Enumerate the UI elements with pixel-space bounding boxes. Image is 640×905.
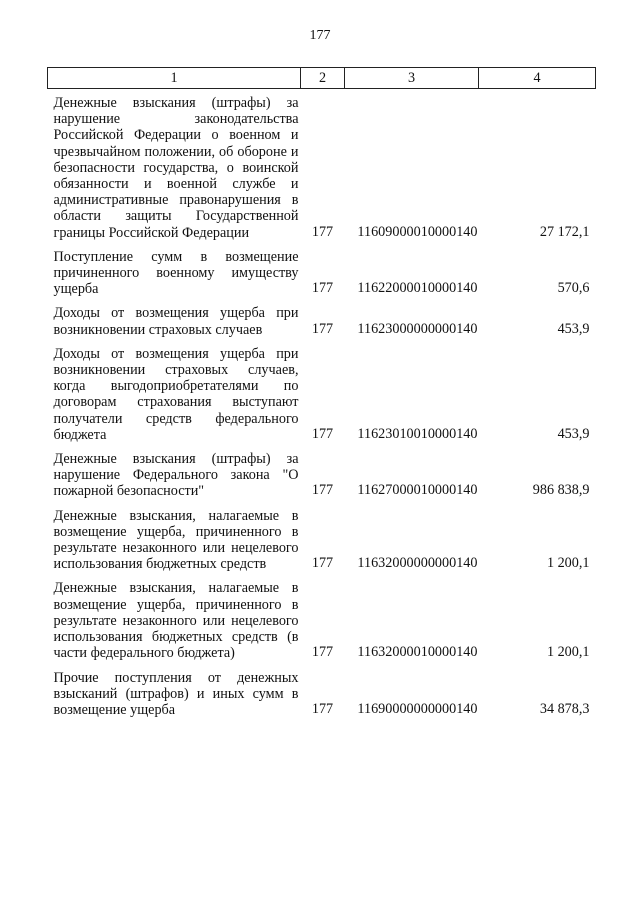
row-revenue-code: 11622000010000140 (357, 280, 478, 297)
row-admin-code: 177 (311, 644, 334, 661)
row-admin-code: 177 (311, 223, 334, 240)
row-revenue-code: 11623000000000140 (357, 320, 478, 337)
column-header-3: 3 (345, 68, 479, 89)
row-admin-code: 177 (311, 482, 334, 499)
table-row (48, 299, 596, 339)
table-row (48, 445, 596, 502)
row-revenue-code: 11632000010000140 (357, 644, 478, 661)
row-description: Доходы от возмещения ущерба при возникновении страховых случаев (53, 305, 299, 338)
table-row (48, 89, 596, 243)
revenue-table (47, 67, 596, 720)
row-amount: 986 838,9 (532, 482, 590, 499)
table-header (48, 68, 596, 89)
row-description: Денежные взыскания (штрафы) за нарушение Федерального закона "О пожарной безопасности" (53, 451, 299, 500)
row-description: Денежные взыскания (штрафы) за нарушение законодательства Российской Федерации о военном и чрезвычайном положении, об обороне и безопасности государства, о воинской обязанности и военной службе и административные правонарушения в области защиты Государственной границы Российской Федерации (53, 95, 299, 241)
row-amount: 453,9 (557, 320, 590, 337)
row-admin-code: 177 (311, 555, 334, 572)
row-amount: 570,6 (557, 280, 590, 297)
table-row (48, 502, 596, 575)
row-revenue-code: 11632000000000140 (357, 555, 478, 572)
row-description: Денежные взыскания, налагаемые в возмещение ущерба, причиненного в результате незаконного или нецелевого использования бюджетных средств (в части федерального бюджета) (53, 580, 299, 662)
row-amount: 1 200,1 (546, 644, 590, 661)
header-row (48, 68, 596, 89)
column-header-1: 1 (48, 68, 301, 89)
column-header-2: 2 (301, 68, 345, 89)
table-row (48, 574, 596, 663)
table-row (48, 340, 596, 445)
row-description: Поступление сумм в возмещение причиненного военному имуществу ущерба (53, 248, 299, 298)
row-admin-code: 177 (311, 280, 334, 297)
row-amount: 27 172,1 (539, 223, 590, 240)
row-admin-code: 177 (311, 700, 334, 717)
row-revenue-code: 11623010010000140 (357, 425, 478, 442)
column-header-4: 4 (479, 68, 596, 89)
row-description: Прочие поступления от денежных взысканий (штрафов) и иных сумм в возмещение ущерба (53, 669, 299, 718)
row-description: Денежные взыскания, налагаемые в возмещение ущерба, причиненного в результате незаконного или нецелевого использования бюджетных средств (53, 507, 299, 573)
row-amount: 1 200,1 (546, 555, 590, 572)
row-amount: 34 878,3 (539, 700, 590, 717)
row-admin-code: 177 (311, 425, 334, 442)
page-number: 177 (309, 28, 331, 43)
row-revenue-code: 11690000000000140 (357, 700, 478, 717)
row-admin-code: 177 (311, 320, 334, 337)
row-revenue-code: 11627000010000140 (357, 482, 478, 499)
row-revenue-code: 11609000010000140 (357, 223, 478, 240)
row-amount: 453,9 (557, 425, 590, 442)
row-description: Доходы от возмещения ущерба при возникновении страховых случаев, когда выгодоприобретателями по договорам страхования выступают получатели средств федерального бюджета (53, 345, 299, 443)
table-row (48, 664, 596, 721)
table-row (48, 243, 596, 300)
